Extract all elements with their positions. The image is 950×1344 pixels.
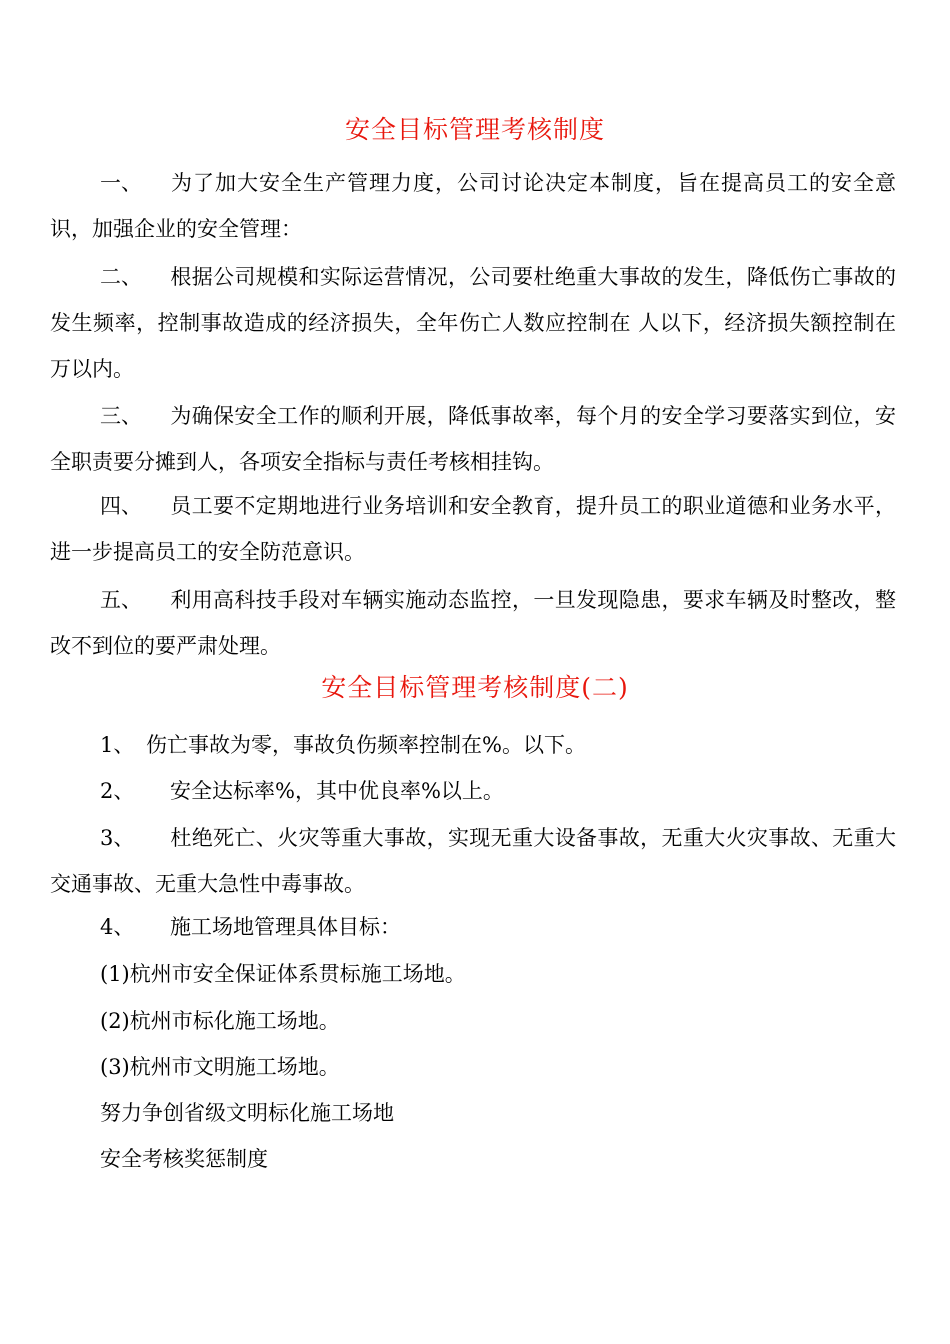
section1-item-1 xyxy=(50,160,896,252)
item-number: 四、 xyxy=(100,494,142,518)
item-text: 为了加大安全生产管理力度，公司讨论决定本制度，旨在提高员工的安全意识，加强企业的安全管理： xyxy=(50,171,896,241)
item-text: 伤亡事故为零，事故负伤频率控制在%。以下。 xyxy=(146,733,586,757)
target-sub-item-3: (3)杭州市文明施工场地。 xyxy=(100,1055,340,1079)
target-sub-item-1: (1)杭州市安全保证体系贯标施工场地。 xyxy=(100,962,466,986)
item-number: 4、 xyxy=(100,915,135,939)
item-number: 3、 xyxy=(100,826,135,850)
item-number: 2、 xyxy=(100,779,135,803)
item-number: 一、 xyxy=(100,171,142,195)
item-text: 为确保安全工作的顺利开展，降低事故率，每个月的安全学习要落实到位，安全职责要分摊到人，各项安全指标与责任考核相挂钩。 xyxy=(50,404,896,474)
item-text: 员工要不定期地进行业务培训和安全教育，提升员工的职业道德和业务水平，进一步提高员工的安全防范意识。 xyxy=(50,494,896,564)
item-text: 杜绝死亡、火灾等重大事故，实现无重大设备事故，无重大火灾事故、无重大交通事故、无重大急性中毒事故。 xyxy=(50,826,896,896)
item-text: 安全达标率%，其中优良率%以上。 xyxy=(170,779,504,803)
item-text: 施工场地管理具体目标： xyxy=(170,915,401,939)
item-number: 1、 xyxy=(100,733,135,757)
section2-item-2 xyxy=(100,777,504,805)
section1-item-4 xyxy=(50,483,896,575)
document-title-1: 安全目标管理考核制度 xyxy=(344,115,605,144)
item-number: 五、 xyxy=(100,588,142,612)
goal-line: 努力争创省级文明标化施工场地 xyxy=(100,1101,394,1125)
document-title-2: 安全目标管理考核制度(二) xyxy=(321,673,629,702)
section2-item-4 xyxy=(100,913,401,941)
section1-item-2 xyxy=(50,254,896,392)
next-section-heading: 安全考核奖惩制度 xyxy=(100,1147,268,1171)
section2-item-1 xyxy=(100,731,586,759)
item-number: 三、 xyxy=(100,404,142,428)
section1-item-3 xyxy=(50,393,896,485)
item-number: 二、 xyxy=(100,265,142,289)
item-text: 根据公司规模和实际运营情况，公司要杜绝重大事故的发生，降低伤亡事故的发生频率，控制事故造成的经济损失，全年伤亡人数应控制在 人以下，经济损失额控制在 万以内。 xyxy=(50,265,896,381)
section2-item-3 xyxy=(50,815,896,907)
item-text: 利用高科技手段对车辆实施动态监控，一旦发现隐患，要求车辆及时整改，整改不到位的要严肃处理。 xyxy=(50,588,896,658)
section1-item-5 xyxy=(50,577,896,669)
target-sub-item-2: (2)杭州市标化施工场地。 xyxy=(100,1009,340,1033)
